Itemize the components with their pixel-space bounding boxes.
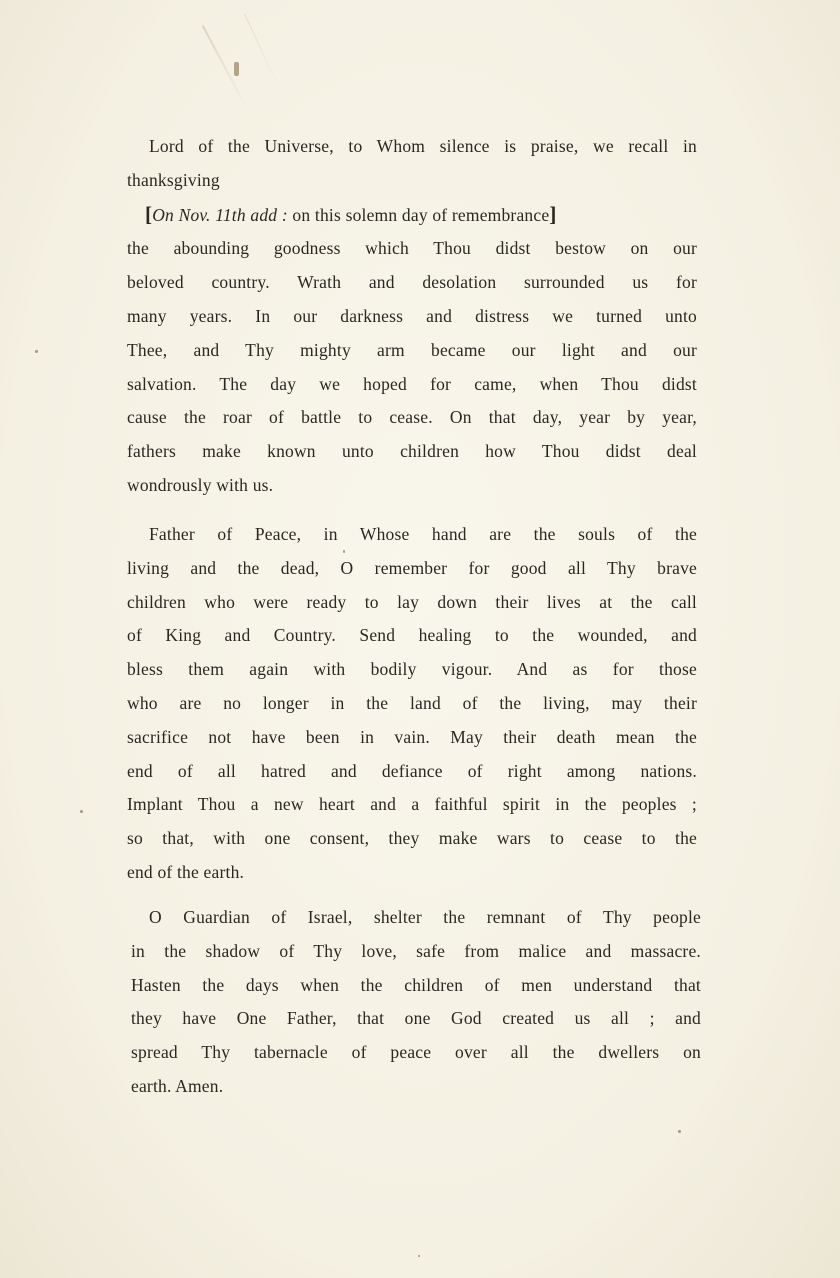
text-line: of King and Country. Send healing to the wounded, and xyxy=(127,625,697,646)
prayer-paragraph-peace xyxy=(127,518,697,890)
prayer-paragraph-israel xyxy=(127,901,701,1104)
text-line: Father of Peace, in Whose hand are the souls of the xyxy=(149,524,697,544)
text-line: many years. In our darkness and distress we turned unto xyxy=(127,305,697,326)
text-line: fathers make known unto children how Thou didst deal xyxy=(127,441,697,462)
text-line: in the shadow of Thy love, safe from malice and massacre. xyxy=(131,940,701,961)
prayer-paragraph-thanksgiving xyxy=(127,130,697,503)
paper-speck xyxy=(80,810,83,813)
text-line: salvation. The day we hoped for came, when Thou didst xyxy=(127,373,697,394)
paper-crease xyxy=(244,14,281,91)
insertion-text: on this solemn day of remembrance xyxy=(287,204,550,225)
text-line: bless them again with bodily vigour. And as for those xyxy=(127,659,697,680)
close-bracket: ] xyxy=(549,201,557,226)
text-line: Implant Thou a new heart and a faithful spirit in the peoples ; xyxy=(127,794,697,815)
text-line: Thee, and Thy mighty arm became our light and our xyxy=(127,339,697,360)
text-line: O Guardian of Israel, shelter the remnant of Thy people xyxy=(149,907,701,927)
text-line: who are no longer in the land of the living, may their xyxy=(127,692,697,713)
paper-crease xyxy=(202,25,248,110)
text-line: cause the roar of battle to cease. On that day, year by year, xyxy=(127,407,697,428)
text-line: Hasten the days when the children of men understand that xyxy=(131,974,701,995)
text-line: earth. Amen. xyxy=(131,1075,224,1096)
paper-speck xyxy=(418,1255,420,1257)
text-line: wondrously with us. xyxy=(127,474,274,495)
paper-speck xyxy=(678,1130,681,1133)
text-line: they have One Father, that one God created us all ; and xyxy=(131,1008,701,1029)
insertion-instruction: On Nov. 11th add : xyxy=(152,204,288,225)
remembrance-insertion xyxy=(127,198,697,233)
paper-stain xyxy=(234,62,239,76)
text-line: children who were ready to lay down their lives at the call xyxy=(127,591,697,612)
text-line: sacrifice not have been in vain. May their death mean the xyxy=(127,726,697,747)
text-line: beloved country. Wrath and desolation surrounded us for xyxy=(127,272,697,293)
paper-speck xyxy=(35,350,38,353)
text-line: the abounding goodness which Thou didst bestow on our xyxy=(127,238,697,259)
open-bracket: [ xyxy=(145,201,153,226)
text-line: end of the earth. xyxy=(127,861,245,882)
text-line: thanksgiving xyxy=(127,169,220,190)
text-line: end of all hatred and defiance of right among nations. xyxy=(127,760,697,781)
text-line: living and the dead, O remember for good all Thy brave xyxy=(127,557,697,578)
text-line: Lord of the Universe, to Whom silence is praise, we recall in xyxy=(149,136,697,156)
text-line: so that, with one consent, they make wars to cease to the xyxy=(127,828,697,849)
text-line: spread Thy tabernacle of peace over all the dwellers on xyxy=(131,1042,701,1063)
